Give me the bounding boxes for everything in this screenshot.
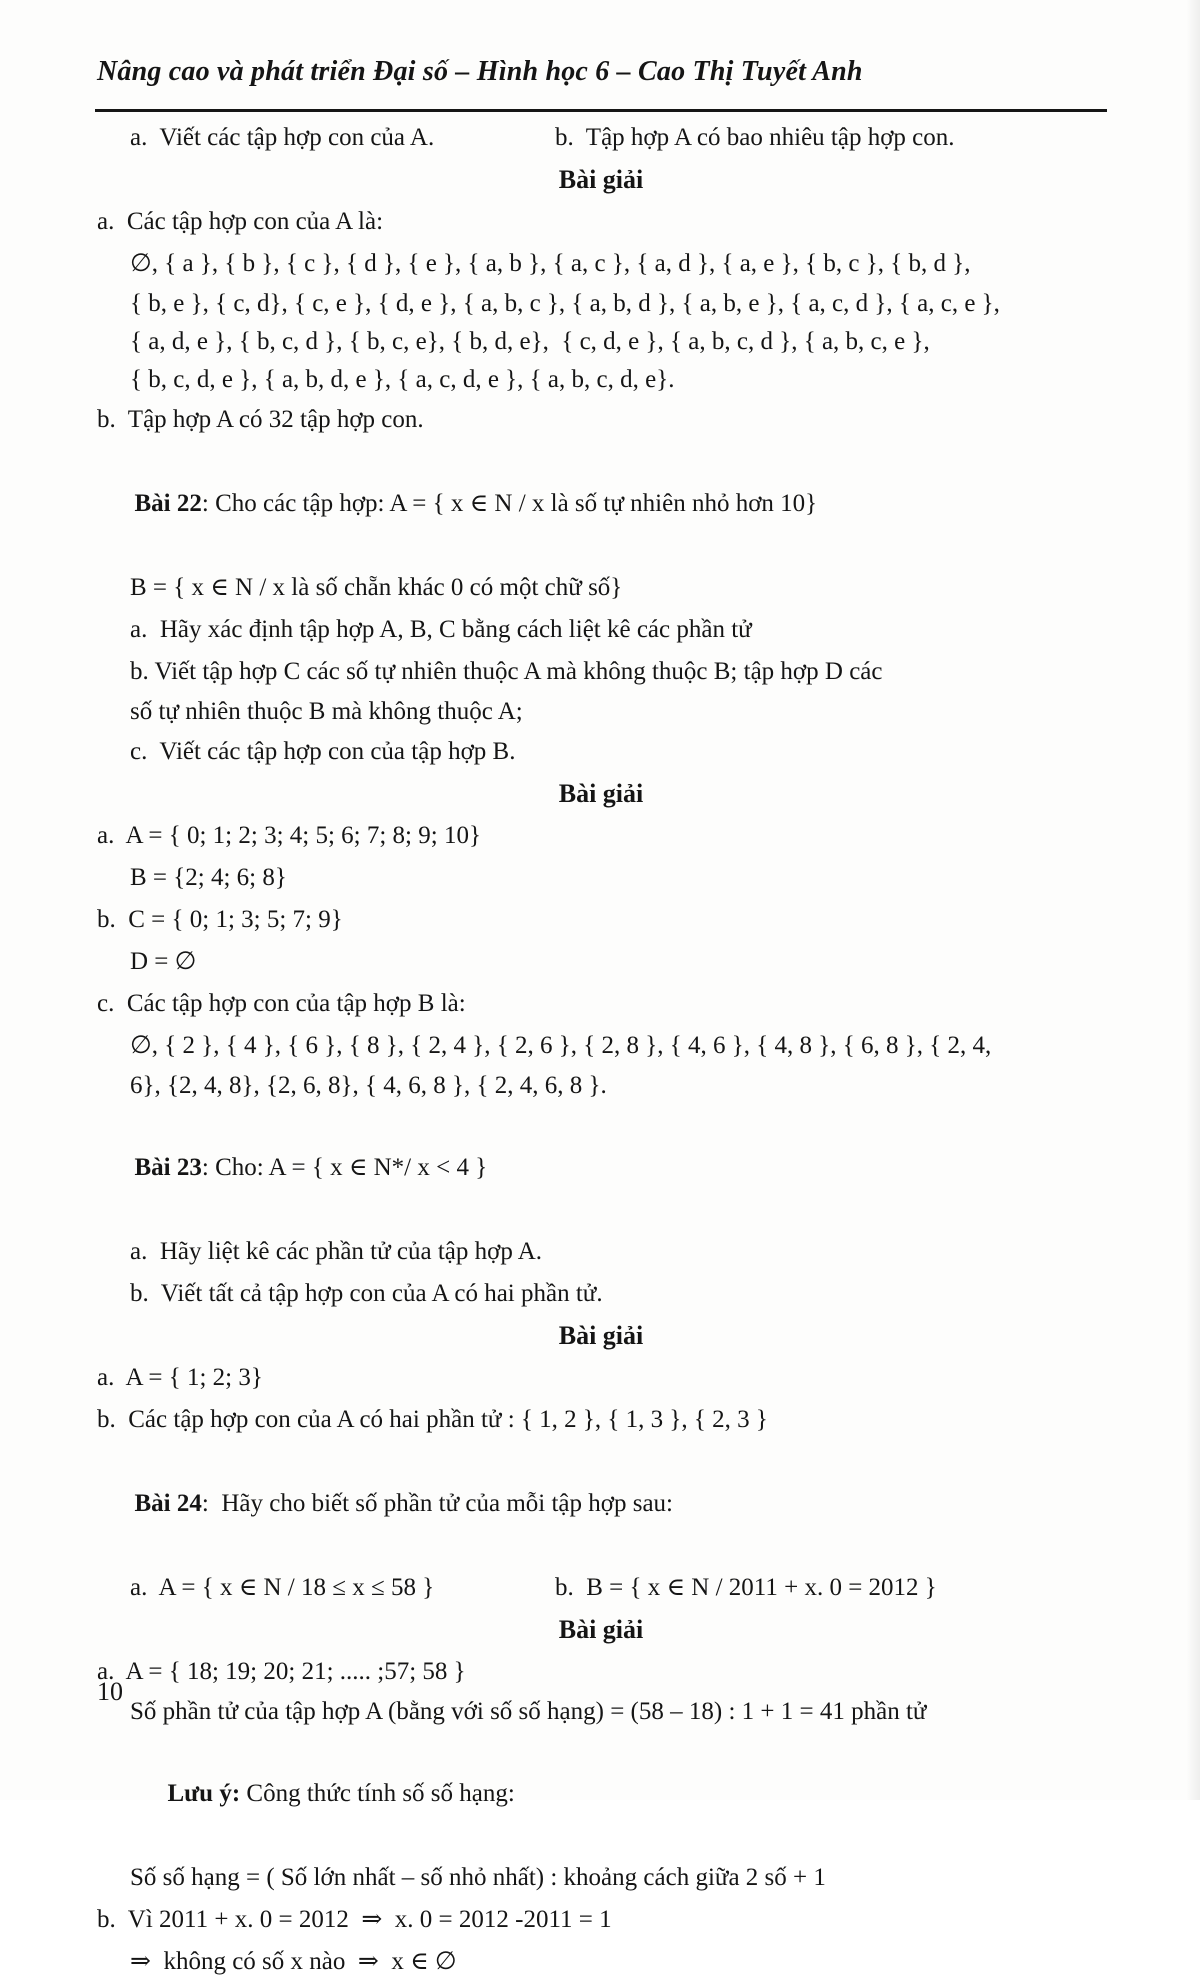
solution-line: b. Các tập hợp con của A có hai phần tử : { 1, 2 }, { 1, 3 }, { 2, 3 }: [97, 1406, 768, 1433]
page-header-title: Nâng cao và phát triển Đại số – Hình học 6 – Cao Thị Tuyết Anh: [97, 56, 863, 87]
exercise-number: Bài 24: [134, 1490, 202, 1517]
solution-heading: Bài giải: [558, 779, 644, 808]
solution-heading: Bài giải: [558, 1321, 644, 1350]
exercise-line: số tự nhiên thuộc B mà không thuộc A;: [130, 698, 523, 725]
note-text: Công thức tính số số hạng:: [240, 1780, 515, 1807]
solution-line: a. A = { 18; 19; 20; 21; ..... ;57; 58 }: [97, 1658, 466, 1685]
exercise-part-b: b. Tập hợp A có bao nhiêu tập hợp con.: [555, 124, 955, 151]
solution-line: a. A = { 1; 2; 3}: [97, 1364, 263, 1391]
exercise-parts-row: [97, 117, 1105, 159]
solution-line: a. A = { 0; 1; 2; 3; 4; 5; 6; 7; 8; 9; 10}: [97, 822, 481, 849]
solution-line: b. Vì 2011 + x. 0 = 2012 ⇒ x. 0 = 2012 -2011 = 1: [97, 1906, 612, 1933]
exercise-statement: : Cho: A = { x ∈ N*/ x < 4 }: [201, 1154, 488, 1181]
subset-list-line: { a, d, e }, { b, c, d }, { b, c, e}, { b, d, e}, { c, d, e }, { a, b, c, d }, { a, b, c, e },: [130, 328, 930, 355]
exercise-23-title: [97, 1105, 1105, 1231]
exercise-part-a: a. Viết các tập hợp con của A.: [130, 124, 435, 151]
note-line: [97, 1731, 1105, 1857]
exercise-part-a: a. A = { x ∈ N / 18 ≤ x ≤ 58 }: [130, 1574, 435, 1601]
exercise-statement: : Hãy cho biết số phần tử của mỗi tập hợp sau:: [201, 1490, 673, 1517]
note-label: Lưu ý:: [167, 1780, 241, 1807]
exercise-line: a. Hãy liệt kê các phần tử của tập hợp A.: [130, 1238, 543, 1265]
solution-line: c. Các tập hợp con của tập hợp B là:: [97, 990, 466, 1017]
solution-line: B = {2; 4; 6; 8}: [130, 864, 287, 891]
exercise-part-b: b. B = { x ∈ N / 2011 + x. 0 = 2012 }: [555, 1574, 937, 1601]
page-number: 10: [97, 1677, 123, 1706]
exercise-statement: : Cho các tập hợp: A = { x ∈ N / x là số tự nhiên nhỏ hơn 10}: [201, 490, 818, 517]
solution-heading: Bài giải: [558, 165, 644, 194]
header-rule: [95, 109, 1107, 112]
solution-line: ⇒ không có số x nào ⇒ x ∈ ∅: [130, 1948, 457, 1975]
exercise-number: Bài 22: [134, 490, 202, 517]
solution-line: b. C = { 0; 1; 3; 5; 7; 9}: [97, 906, 343, 933]
exercise-line: B = { x ∈ N / x là số chẵn khác 0 có một chữ số}: [130, 574, 623, 601]
subset-list-line: ∅, { a }, { b }, { c }, { d }, { e }, { a, b }, { a, c }, { a, d }, { a, e }, { b, c }, { b, d },: [130, 250, 971, 277]
document-body: [97, 117, 1105, 1983]
exercise-24-title: [97, 1441, 1105, 1567]
exercise-line: b. Viết tập hợp C các số tự nhiên thuộc A mà không thuộc B; tập hợp D các: [130, 658, 883, 685]
solution-line: Số số hạng = ( Số lớn nhất – số nhỏ nhất) : khoảng cách giữa 2 số + 1: [130, 1864, 826, 1891]
subset-list-line: ∅, { 2 }, { 4 }, { 6 }, { 8 }, { 2, 4 }, { 2, 6 }, { 2, 8 }, { 4, 6 }, { 4, 8 }, { 6, 8 }, { 2, 4,: [130, 1032, 992, 1059]
solution-line: D = ∅: [130, 948, 197, 975]
solution-heading: Bài giải: [558, 1615, 644, 1644]
solution-line: a. Các tập hợp con của A là:: [97, 208, 384, 235]
subset-list-line: { b, c, d, e }, { a, b, d, e }, { a, c, d, e }, { a, b, c, d, e}.: [130, 366, 675, 393]
solution-line: b. Tập hợp A có 32 tập hợp con.: [97, 406, 424, 433]
solution-line: Số phần tử của tập hợp A (bằng với số số hạng) = (58 – 18) : 1 + 1 = 41 phần tử: [130, 1698, 927, 1725]
exercise-line: a. Hãy xác định tập hợp A, B, C bằng cách liệt kê các phần tử: [130, 616, 752, 643]
exercise-22-title: [97, 441, 1105, 567]
exercise-line: b. Viết tất cả tập hợp con của A có hai phần tử.: [130, 1280, 603, 1307]
subset-list-line: 6}, {2, 4, 8}, {2, 6, 8}, { 4, 6, 8 }, { 2, 4, 6, 8 }.: [130, 1072, 607, 1099]
subset-list-line: { b, e }, { c, d}, { c, e }, { d, e }, { a, b, c }, { a, b, d }, { a, b, e }, { a, c, d }, { a, c, e },: [130, 290, 1000, 317]
exercise-parts-row: [97, 1567, 1105, 1609]
exercise-line: c. Viết các tập hợp con của tập hợp B.: [130, 738, 516, 765]
exercise-number: Bài 23: [134, 1154, 202, 1181]
